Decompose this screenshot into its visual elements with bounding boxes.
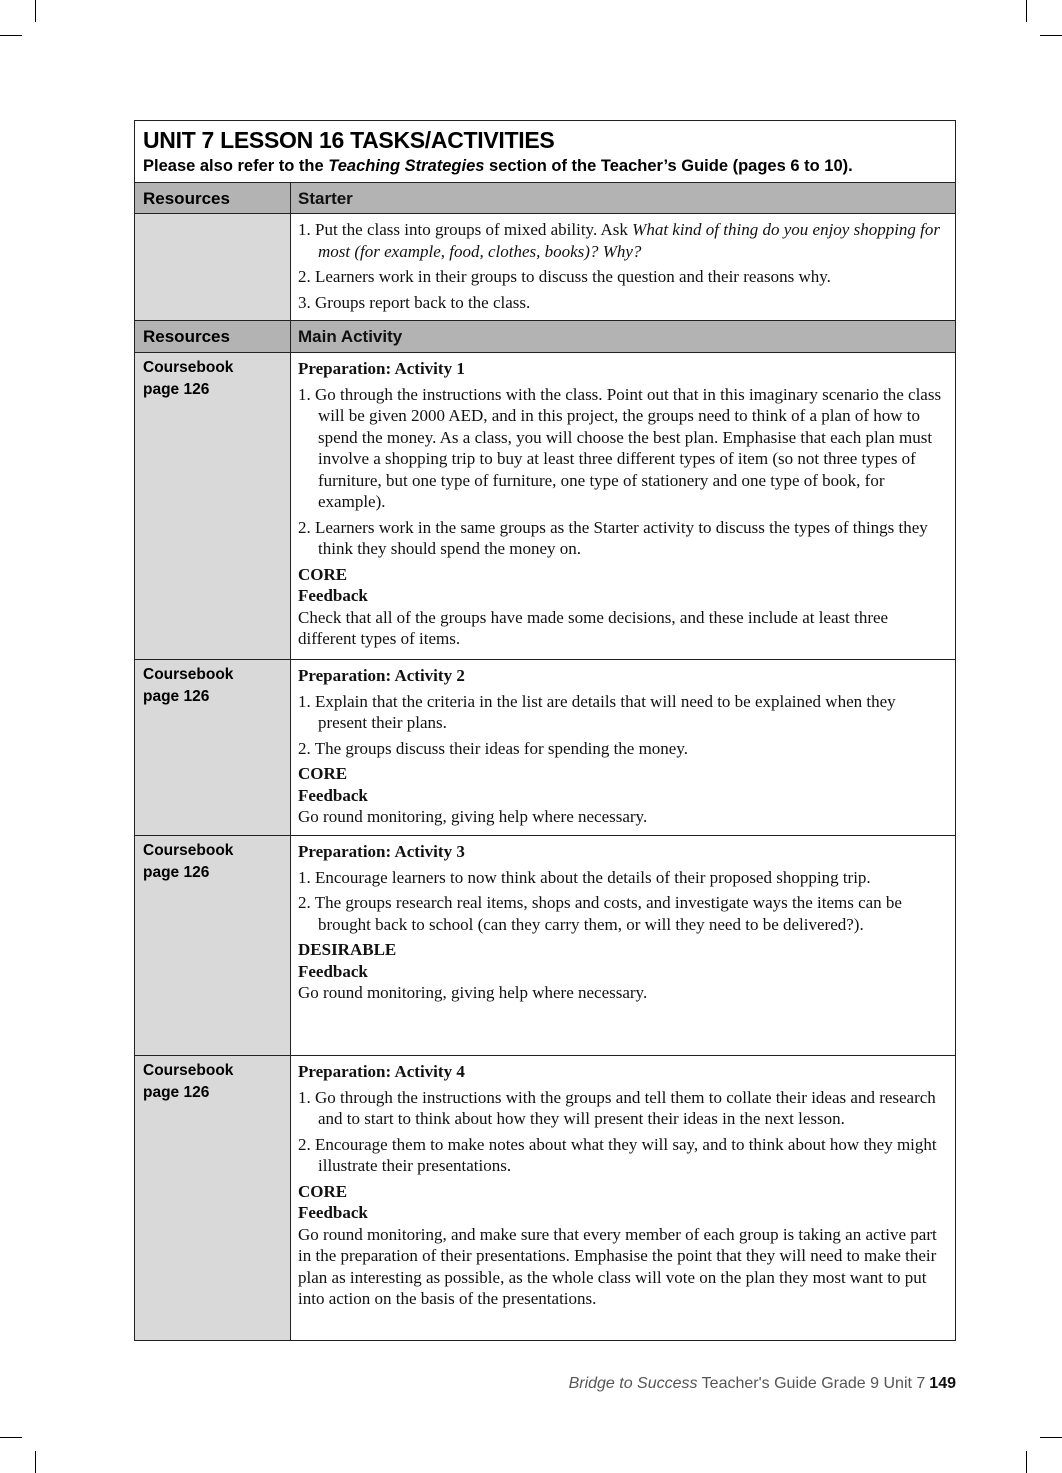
starter-row [135,214,955,321]
activity-row [135,836,955,1056]
starter-item [298,266,948,288]
subtitle [143,155,947,177]
item-text: Explain that the criteria in the list are details that will need to be explained when they present their plans. [315,691,896,732]
resource-cell: Coursebook page 126 [135,660,291,835]
level-label: CORE [298,764,348,783]
activity-body [291,1056,955,1340]
crop-mark [35,0,36,22]
level-label: CORE [298,564,348,584]
main-activity-heading: Main Activity [291,321,955,352]
resource-cell: Coursebook page 126 [135,353,291,659]
activity-body [291,660,955,835]
level-label: DESIRABLE [298,940,397,959]
resources-cell [135,214,291,320]
item-text: Learners work in the same groups as the Starter activity to discuss the types of things they think they should spend the money on. [315,517,928,558]
activity-body [291,836,955,1055]
crop-mark [35,1451,36,1473]
item-number: 1. [298,867,315,887]
activity-item [298,1087,948,1130]
item-number: 2. [298,893,315,912]
feedback-label: Feedback [298,961,368,981]
feedback-label: Feedback [298,586,368,605]
item-number: 2. [298,738,315,758]
feedback-text: Go round monitoring, and make sure that every member of each group is taking an active part in the preparation of their presentations. Emphasise the point that they will need to make their plan as interesting as possible, as the whole class will vote on the plan they most want to put into action on the basis of the presentations. [298,1224,937,1308]
main-header-row [135,321,955,353]
activity-row [135,1056,955,1340]
lesson-table [134,120,956,1341]
starter-header-row [135,183,955,214]
item-text: The groups research real items, shops and costs, and investigate ways the items can be brought back to school (can they carry them, or will they need to be delivered?). [314,893,902,934]
item-text: Put the class into groups of mixed ability. Ask [315,220,633,239]
crop-mark [1026,0,1027,22]
item-text: Go through the instructions with the class. Point out that in this imaginary scenario the class will be given 2000 AED, and in this project, the groups need to think of a plan of how to spend the money. As a class, you will choose the best plan. Emphasise that each plan must involve a shopping trip to buy at least three different types of item (so not three types of furniture, but one type of furniture, one type of stationery and one type of book, for example). [315,384,942,511]
crop-mark [0,1437,22,1438]
activity-title: Preparation: Activity 1 [298,359,465,378]
activity-item [298,691,948,734]
starter-item [298,219,948,262]
resource-cell: Coursebook page 126 [135,1056,291,1340]
activity-title: Preparation: Activity 3 [298,842,465,861]
starter-body [291,214,955,320]
item-text: Encourage learners to now think about the details of their proposed shopping trip. [315,867,871,887]
feedback-text: Go round monitoring, giving help where necessary. [298,983,648,1002]
resource-cell: Coursebook page 126 [135,836,291,1055]
activity-item [298,738,948,760]
title-block [135,121,955,183]
item-number: 2. [298,267,311,286]
item-number: 2. [298,1134,315,1154]
guide-text: Teacher's Guide Grade 9 Unit 7 [697,1375,926,1392]
item-number: 2. [298,517,315,537]
feedback-label: Feedback [298,1203,368,1222]
feedback-label: Feedback [298,785,368,805]
starter-item [298,292,948,314]
starter-heading: Starter [291,183,955,213]
item-number: 3. [298,292,311,312]
page-title: UNIT 7 LESSON 16 TASKS/ACTIVITIES [143,127,555,153]
crop-mark [1026,1451,1027,1473]
activity-body [291,353,955,659]
resources-heading: Resources [135,321,291,352]
page-number: 149 [929,1375,956,1392]
item-text: Encourage them to make notes about what they will say, and to think about how they might illustrate their presentations. [315,1134,937,1175]
activity-title: Preparation: Activity 2 [298,666,465,685]
subtitle-text: section of the Teacher’s Guide (pages 6 to 10). [484,157,853,175]
item-number: 1. [298,384,315,404]
activity-item [298,1134,948,1177]
crop-mark [1040,1437,1062,1438]
item-question: What kind of thing do you enjoy shopping for most (for example, food, clothes, books)? Why? [318,220,941,261]
page-footer [569,1375,956,1393]
book-title: Bridge to Success [568,1375,698,1392]
resources-heading: Resources [135,183,291,213]
item-number: 1. [298,1087,315,1107]
activity-row [135,353,955,660]
feedback-text: Check that all of the groups have made some decisions, and these include at least three different types of items. [298,607,889,648]
subtitle-italic: Teaching Strategies [328,157,485,175]
item-text: Learners work in their groups to discuss the question and their reasons why. [315,267,831,286]
feedback-text: Go round monitoring, giving help where necessary. [298,807,648,826]
crop-mark [1040,35,1062,36]
activity-item [298,384,948,513]
item-text: The groups discuss their ideas for spending the money. [314,738,688,758]
item-number: 1. [298,691,315,711]
subtitle-text: Please also refer to the [143,157,329,175]
item-text: Groups report back to the class. [315,292,531,312]
level-label: CORE [298,1181,348,1201]
activity-item [298,892,948,935]
item-text: Go through the instructions with the groups and tell them to collate their ideas and research and to start to think about how they will present their ideas in the next lesson. [315,1087,936,1128]
activity-item [298,867,948,889]
activity-item [298,517,948,560]
activity-title: Preparation: Activity 4 [298,1062,465,1081]
item-number: 1. [298,220,311,239]
activity-row [135,660,955,836]
crop-mark [0,35,22,36]
